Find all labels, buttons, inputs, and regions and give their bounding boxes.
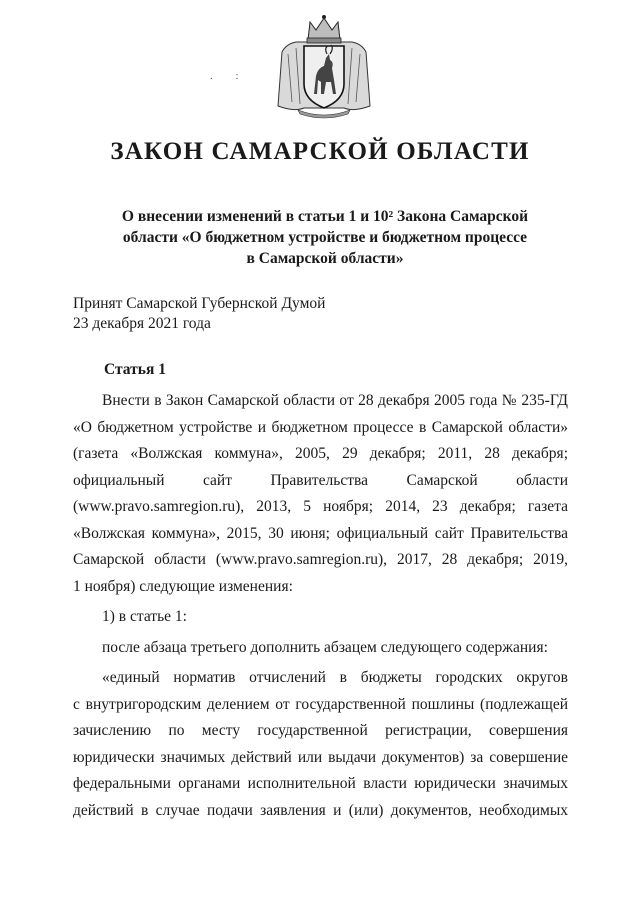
- subtitle-line: области «О бюджетном устройстве и бюджетном процессе: [122, 229, 528, 246]
- body-line: зачислению по месту государственной регистрации, совершения: [73, 722, 568, 739]
- article-body: [73, 388, 568, 824]
- body-line: 1 ноября) следующие изменения:: [73, 577, 293, 595]
- law-subtitle: [90, 206, 560, 269]
- body-line: действий в случае подачи заявления и (или) документов, необходимых: [73, 801, 568, 819]
- adoption-date: 23 декабря 2021 года: [73, 315, 211, 332]
- body-line: «О бюджетном устройстве и бюджетном процессе в Самарской области»: [73, 418, 568, 436]
- coat-of-arms-icon: [274, 14, 374, 120]
- body-line: юридически значимых действий или выдачи документов) за совершение: [73, 748, 568, 766]
- body-line: Внести в Закон Самарской области от 28 декабря 2005 года № 235-ГД: [102, 392, 568, 409]
- article-heading: Статья 1: [104, 361, 166, 378]
- body-line: после абзаца третьего дополнить абзацем следующего содержания:: [102, 638, 548, 656]
- adoption-note: [73, 294, 325, 334]
- adoption-body: Принят Самарской Губернской Думой: [73, 295, 326, 312]
- law-title: ЗАКОН САМАРСКОЙ ОБЛАСТИ: [110, 138, 530, 165]
- body-line: официальный сайт Правительства Самарской области: [73, 471, 568, 489]
- body-line: «Волжская коммуна», 2015, 30 июня; официальный сайт Правительства: [73, 524, 568, 542]
- stray-marks: . :: [210, 70, 249, 82]
- body-line: «единый норматив отчислений в бюджеты городских округов: [102, 669, 568, 686]
- body-line: федеральными органами исполнительной власти юридически значимых: [73, 775, 568, 792]
- list-item: 1) в статье 1:: [102, 608, 187, 625]
- body-line: Самарской области (www.pravo.samregion.ru), 2017, 28 декабря; 2019,: [73, 551, 568, 568]
- body-line: (www.pravo.samregion.ru), 2013, 5 ноября; 2014, 23 декабря; газета: [73, 498, 568, 515]
- body-line: (газета «Волжская коммуна», 2005, 29 декабря; 2011, 28 декабря;: [73, 445, 568, 462]
- subtitle-line: в Самарской области»: [246, 250, 404, 267]
- body-line: с внутригородским делением от государственной пошлины (подлежащей: [73, 695, 568, 713]
- subtitle-line: О внесении изменений в статьи 1 и 10² Закона Самарской: [121, 208, 529, 225]
